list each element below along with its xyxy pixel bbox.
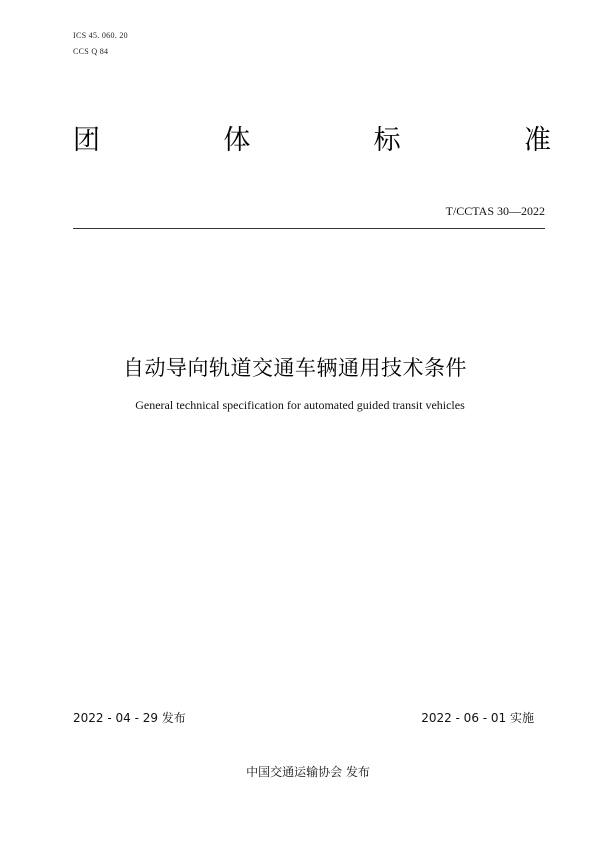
implementation-date: 2022 - 06 - 01 实施 [421,711,534,725]
header-divider [73,228,545,229]
publication-date: 2022 - 04 - 29 发布 [73,711,186,725]
standard-type-char: 准 [523,125,551,156]
publisher-line: 中国交通运输协会 发布 [246,765,370,779]
standard-type-char: 体 [223,125,251,156]
title-english: General technical specification for automated guided transit vehicles [135,398,465,412]
standard-type-heading [73,118,551,157]
ics-code: ICS 45. 060. 20 [73,31,128,40]
ccs-code: CCS Q 84 [73,47,109,56]
standard-type-char: 标 [373,125,401,156]
standard-number: T/CCTAS 30—2022 [445,204,545,218]
standard-type-char: 团 [73,125,100,156]
title-chinese: 自动导向轨道交通车辆通用技术条件 [123,356,467,380]
